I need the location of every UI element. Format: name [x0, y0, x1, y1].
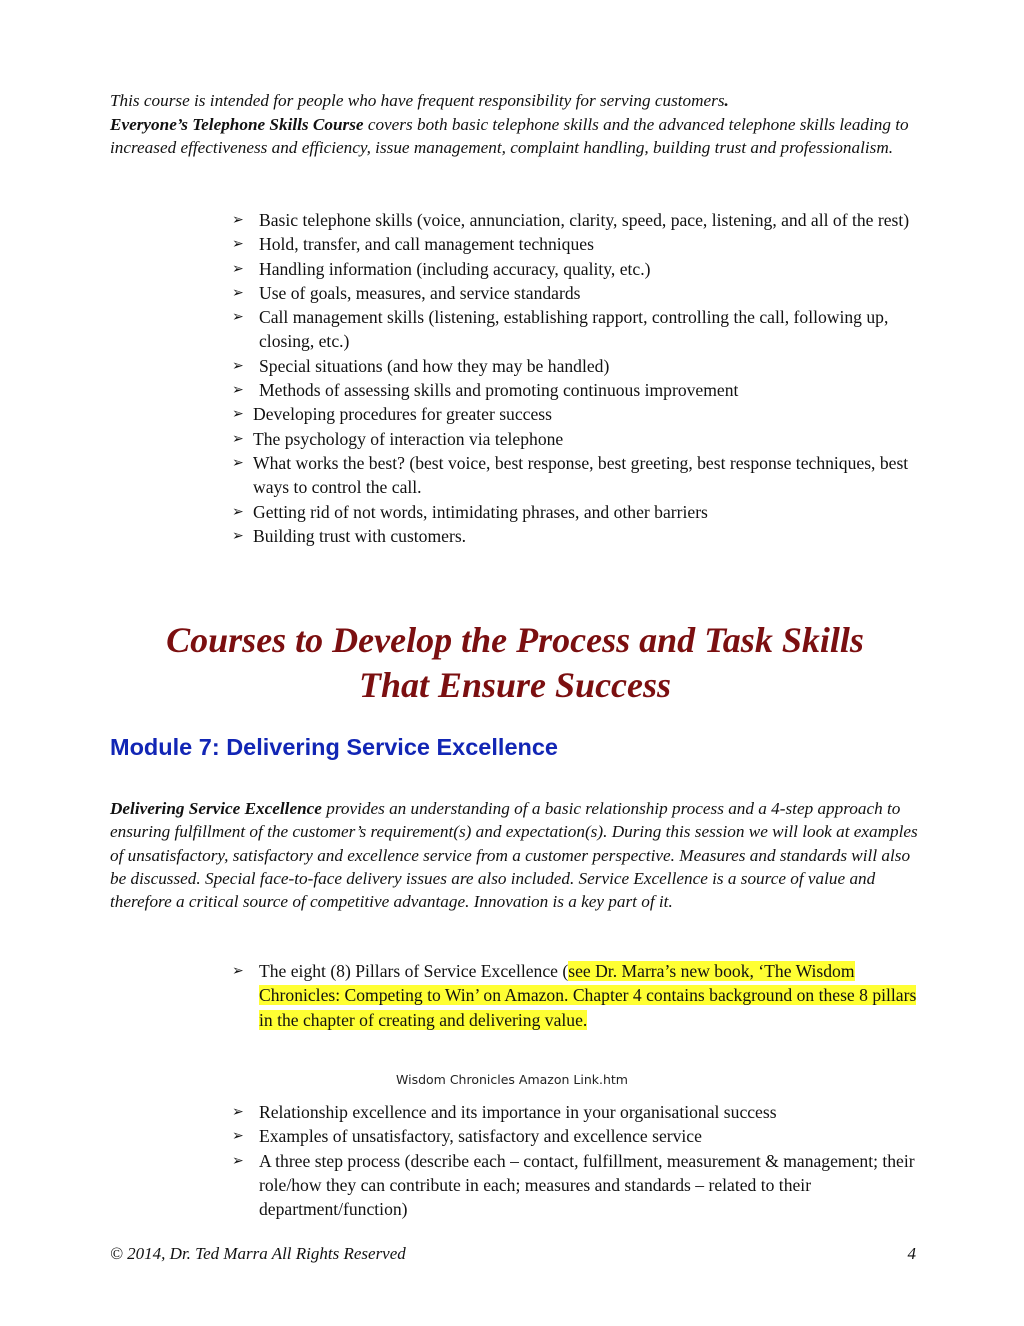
list-item: ➢ What works the best? (best voice, best response, best greeting, best response techniques, best ways to control the call.	[232, 452, 909, 498]
arrow-bullet-icon: ➢	[232, 430, 244, 447]
excellence-list	[232, 1100, 932, 1221]
intro-line1: This course is intended for people who have frequent responsibility for serving customers	[110, 91, 725, 110]
section-heading-line1: Courses to Develop the Process and Task Skills	[166, 620, 864, 660]
list-item: ➢ Getting rid of not words, intimidating phrases, and other barriers	[232, 500, 932, 524]
list-item: ➢ Examples of unsatisfactory, satisfactory and excellence service	[232, 1124, 932, 1148]
list-item: ➢ Methods of assessing skills and promoting continuous improvement	[232, 378, 932, 402]
copyright: © 2014, Dr. Ted Marra All Rights Reserved	[110, 1244, 406, 1263]
amazon-link[interactable]: Wisdom Chronicles Amazon Link.htm	[396, 1072, 628, 1087]
list-item	[232, 959, 932, 1032]
page-number: 4	[907, 1244, 916, 1263]
section-heading-line2: That Ensure Success	[358, 665, 672, 705]
pillars-text: The eight (8) Pillars of Service Excellence (	[259, 961, 569, 981]
arrow-bullet-icon: ➢	[232, 212, 244, 228]
section-heading	[100, 618, 930, 708]
arrow-bullet-icon: ➢	[232, 527, 244, 544]
list-item: ➢ Handling information (including accuracy, quality, etc.)	[232, 257, 932, 281]
arrow-bullet-icon: ➢	[232, 260, 244, 277]
arrow-bullet-icon: ➢	[232, 309, 244, 326]
arrow-bullet-icon: ➢	[232, 406, 244, 423]
arrow-bullet-icon: ➢	[232, 1104, 244, 1120]
course-name: Everyone’s Telephone Skills Course	[110, 114, 364, 134]
list-item: ➢ Developing procedures for greater success	[232, 402, 932, 426]
intro-paragraph	[110, 89, 920, 160]
arrow-bullet-icon: ➢	[232, 236, 244, 253]
arrow-bullet-icon: ➢	[232, 1152, 244, 1169]
highlighted-book-note: see Dr. Marra’s new book, ‘The Wisdom Chronicles: Competing to Win’ on Amazon. Chapter 4 contains background on these 8 pillars in the chapter of creating and delivering value.	[259, 961, 917, 1030]
arrow-bullet-icon: ➢	[232, 357, 244, 374]
arrow-bullet-icon: ➢	[232, 454, 244, 471]
list-item: ➢ Hold, transfer, and call management techniques	[232, 232, 932, 256]
page-footer	[110, 1244, 916, 1264]
intro-rest: covers both basic telephone skills and the advanced telephone skills leading to increased effectiveness and efficiency, issue management, complaint handling, building trust and professionalism.	[110, 114, 909, 158]
pillars-list	[232, 959, 932, 1032]
telephone-skills-list	[232, 208, 932, 548]
list-item: ➢ Use of goals, measures, and service standards	[232, 281, 932, 305]
list-item: ➢ Call management skills (listening, establishing rapport, controlling the call, following up, closing, etc.)	[232, 307, 889, 352]
arrow-bullet-icon: ➢	[232, 284, 244, 301]
module-title: Module 7: Delivering Service Excellence	[110, 734, 559, 760]
description-text: provides an understanding of a basic relationship process and a 4-step approach to ensuring fulfillment of the customer’s requirement(s) and expectation(s). During this session we will look at examples of unsatisfactory, satisfactory and excellence service from a customer perspective. Measures and standards will also be discussed. Special face-to-face delivery issues are also included. Service Excellence is a source of value and therefore a critical source of competitive advantage. Innovation is a key part of it.	[110, 799, 918, 912]
description-course-name: Delivering Service Excellence	[110, 799, 322, 818]
arrow-bullet-icon: ➢	[232, 963, 244, 979]
list-item: ➢ Building trust with customers.	[232, 524, 932, 548]
arrow-bullet-icon: ➢	[232, 503, 244, 520]
list-item: ➢ A three step process (describe each – contact, fulfillment, measurement & management; their role/how they can contribute in each; measures and standards – related to their department/function)	[232, 1150, 915, 1220]
arrow-bullet-icon: ➢	[232, 382, 244, 399]
list-item: ➢ Special situations (and how they may be handled)	[232, 354, 932, 378]
list-item: ➢ The psychology of interaction via telephone	[232, 427, 932, 451]
list-item: ➢ Relationship excellence and its importance in your organisational success	[232, 1100, 932, 1124]
intro-period: .	[724, 91, 729, 110]
list-item: ➢ Basic telephone skills (voice, annunciation, clarity, speed, pace, listening, and all of the rest)	[232, 208, 932, 232]
module-description	[110, 797, 920, 913]
arrow-bullet-icon: ➢	[232, 1128, 244, 1145]
